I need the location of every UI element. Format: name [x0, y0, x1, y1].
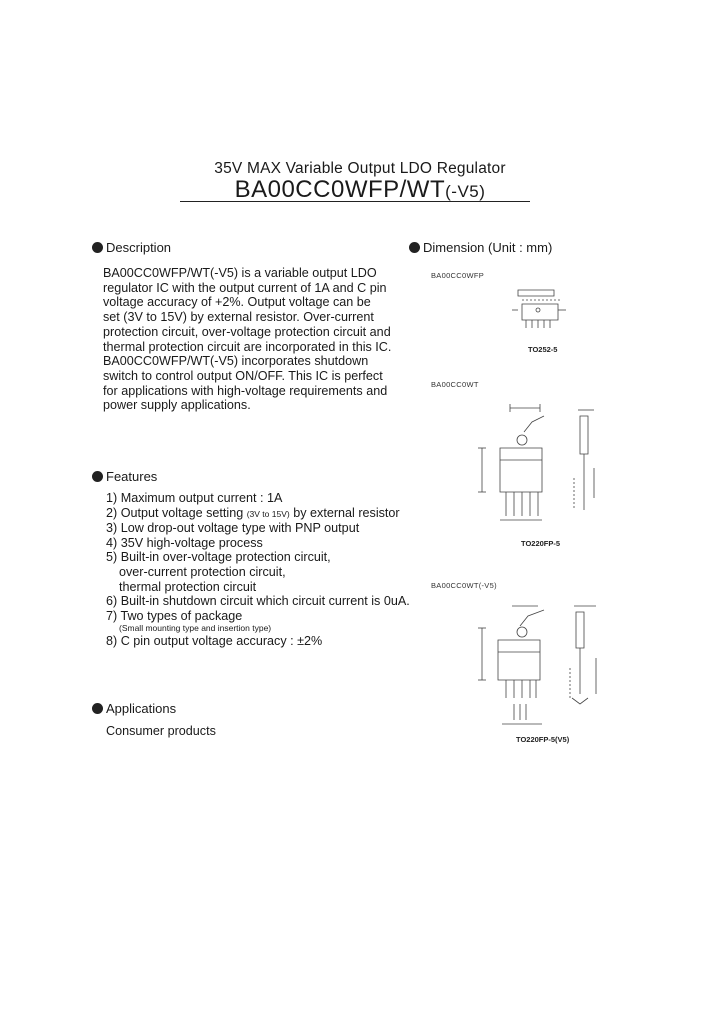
to220fp-5-drawing	[470, 398, 610, 528]
title-underline	[180, 201, 530, 202]
feature-item: 7) Two types of package	[106, 608, 243, 623]
bullet-dot-icon	[92, 471, 103, 482]
feature-item: 6) Built-in shutdown circuit which circuit current is 0uA.	[106, 594, 410, 609]
package-label-wt: BA00CC0WT	[431, 380, 479, 389]
feature-note: (Small mounting type and insertion type)	[119, 623, 272, 634]
description-line: protection circuit, over-voltage protection circuit and	[103, 324, 391, 339]
applications-heading-text: Applications	[106, 701, 177, 716]
description-line: switch to control output ON/OFF. This IC is perfect	[103, 368, 383, 383]
feature-item: 8) C pin output voltage accuracy : ±2%	[106, 634, 323, 649]
feature-range-note: (3V to 15V)	[246, 508, 290, 519]
feature-subitem: over-current protection circuit,	[119, 564, 286, 579]
applications-text: Consumer products	[106, 724, 216, 738]
feature-text: 2) Output voltage setting	[106, 505, 247, 520]
applications-heading	[92, 701, 176, 716]
bullet-dot-icon	[92, 703, 103, 714]
bullet-dot-icon	[92, 242, 103, 253]
feature-item: 3) Low drop-out voltage type with PNP output	[106, 521, 360, 536]
dimension-heading-text: Dimension (Unit : mm)	[423, 240, 553, 255]
description-body	[103, 266, 391, 413]
feature-text: by external resistor	[289, 505, 400, 520]
package-label-fp: BA00CC0WFP	[431, 271, 485, 280]
package-caption-to220fp-v5: TO220FP-5(V5)	[516, 735, 570, 744]
description-line: for applications with high-voltage requirements and	[103, 383, 388, 398]
package-caption-to220fp: TO220FP-5	[521, 539, 561, 548]
title-suffix: (-V5)	[445, 182, 486, 201]
description-line: regulator IC with the output current of 1A and C pin	[103, 280, 387, 295]
features-list	[106, 491, 410, 649]
dimension-heading	[409, 240, 552, 255]
description-line: voltage accuracy of +2%. Output voltage can be	[103, 295, 371, 310]
description-heading-text: Description	[106, 240, 172, 255]
package-label-wt-v5: BA00CC0WT(-V5)	[431, 581, 497, 590]
to252-5-drawing	[508, 286, 568, 338]
to220fp-5-v5-drawing	[462, 598, 610, 730]
package-caption-to252: TO252-5	[528, 345, 558, 354]
features-heading-text: Features	[106, 469, 158, 484]
description-line: set (3V to 15V) by external resistor. Over-current	[103, 310, 374, 325]
features-heading	[92, 469, 157, 484]
feature-item: 1) Maximum output current : 1A	[106, 491, 283, 505]
description-line: BA00CC0WFP/WT(-V5) is a variable output LDO	[103, 266, 377, 280]
feature-item	[106, 506, 410, 522]
feature-subitem: thermal protection circuit	[119, 579, 257, 594]
document-title	[0, 176, 720, 204]
description-line: BA00CC0WFP/WT(-V5) incorporates shutdown	[103, 354, 369, 369]
title-main: BA00CC0WFP/WT	[234, 176, 446, 203]
bullet-dot-icon	[409, 242, 420, 253]
feature-item: 5) Built-in over-voltage protection circuit,	[106, 550, 331, 565]
description-heading	[92, 240, 171, 255]
description-line: thermal protection circuit are incorporated in this IC.	[103, 339, 392, 354]
document-subtitle: 35V MAX Variable Output LDO Regulator	[214, 160, 506, 177]
feature-item: 4) 35V high-voltage process	[106, 535, 263, 550]
description-line: power supply applications.	[103, 398, 251, 413]
